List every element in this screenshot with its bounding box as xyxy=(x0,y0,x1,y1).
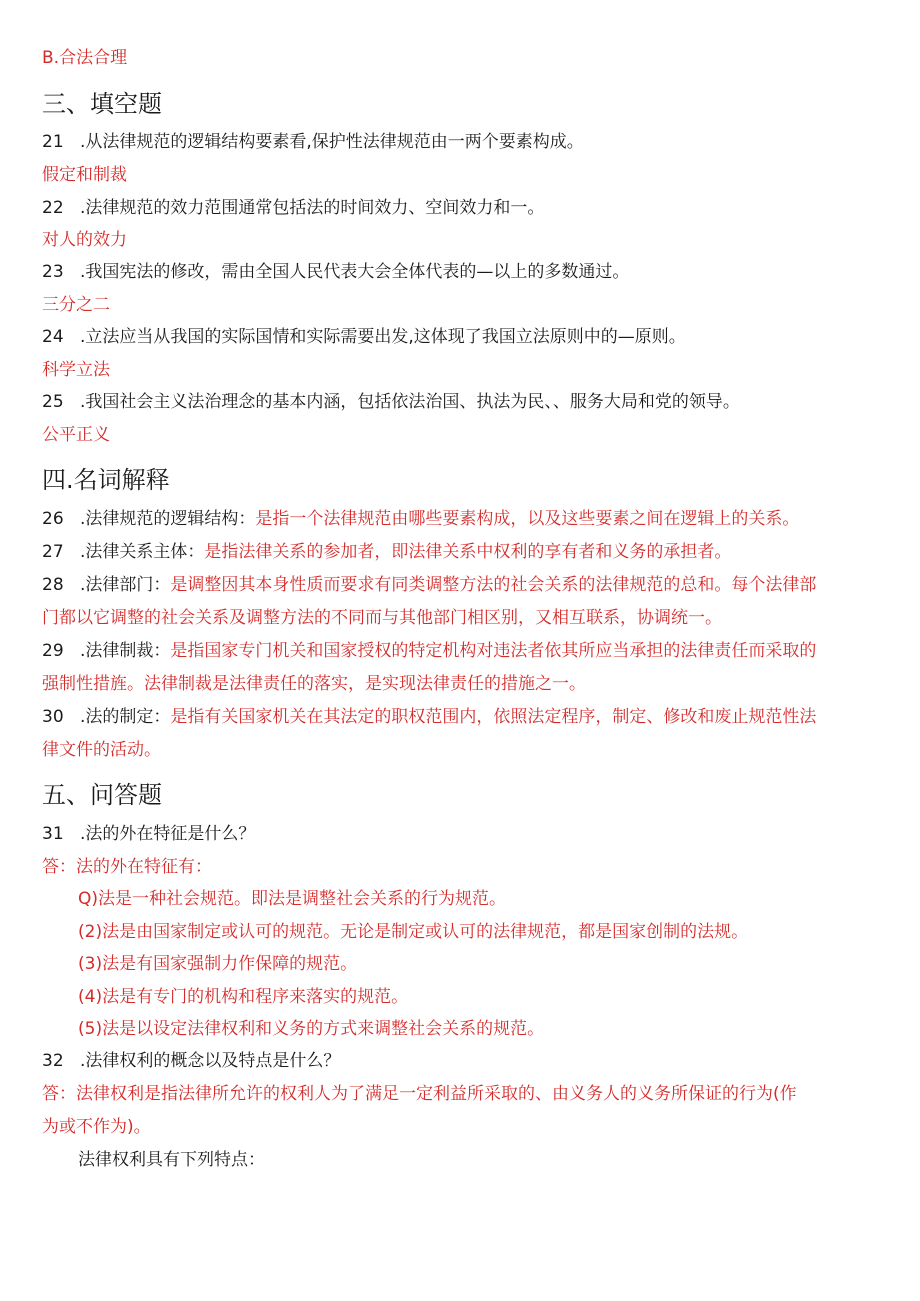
answer-25: 公平正义 xyxy=(42,425,110,445)
question-22 xyxy=(42,196,544,220)
answer-31-point-1: Q)法是一种社会规范。即法是调整社会关系的行为规范。 xyxy=(78,889,507,909)
question-number: 29 xyxy=(42,641,64,661)
term-30-definition-cont: 律文件的活动。 xyxy=(42,740,161,760)
answer-31-point-2: (2)法是由国家制定或认可的规范。无论是制定或认可的法律规范，都是国家创制的法规。 xyxy=(78,922,749,942)
term-definition: 是指有关国家机关在其法定的职权范围内，依照法定程序，制定、修改和废止规范性法 xyxy=(170,707,817,727)
question-number: 30 xyxy=(42,707,64,727)
question-23 xyxy=(42,260,629,284)
question-text: .从法律规范的逻辑结构要素看,保护性法律规范由一两个要素构成。 xyxy=(80,132,584,152)
question-text: .立法应当从我国的实际国情和实际需要出发,这体现了我国立法原则中的—原则。 xyxy=(80,327,686,347)
term-label: .法律部门： xyxy=(80,575,171,595)
question-number: 23 xyxy=(42,262,64,282)
term-26 xyxy=(42,507,799,531)
question-text: .我国社会主义法治理念的基本内涵，包括依法治国、执法为民、、服务大局和党的领导。 xyxy=(80,392,740,412)
question-number: 26 xyxy=(42,509,64,529)
question-number: 22 xyxy=(42,198,64,218)
term-27 xyxy=(42,540,731,564)
answer-22: 对人的效力 xyxy=(42,230,127,250)
question-text: .法的外在特征是什么？ xyxy=(80,824,256,844)
answer-23: 三分之二 xyxy=(42,295,110,315)
question-text: .我国宪法的修改，需由全国人民代表大会全体代表的—以上的多数通过。 xyxy=(80,262,630,282)
answer-32-features-intro: 法律权利具有下列特点： xyxy=(78,1150,265,1170)
question-number: 32 xyxy=(42,1051,64,1071)
question-25 xyxy=(42,390,740,414)
term-label: .法的制定： xyxy=(80,707,171,727)
question-text: .法律权利的概念以及特点是什么？ xyxy=(80,1051,341,1071)
question-number: 27 xyxy=(42,542,64,562)
question-number: 21 xyxy=(42,132,64,152)
answer-31-point-4: (4)法是有专门的机构和程序来落实的规范。 xyxy=(78,987,409,1007)
term-label: .法律关系主体： xyxy=(80,542,205,562)
previous-answer: B.合法合理 xyxy=(42,48,128,68)
answer-24: 科学立法 xyxy=(42,360,110,380)
answer-32-line-1: 答：法律权利是指法律所允许的权利人为了满足一定利益所采取的、由义务人的义务所保证的行为(作 xyxy=(42,1084,797,1104)
answer-32-line-2: 为或不作为)。 xyxy=(42,1117,151,1137)
term-label: .法律规范的逻辑结构： xyxy=(80,509,256,529)
term-29 xyxy=(42,639,816,663)
term-28 xyxy=(42,573,816,597)
question-24 xyxy=(42,325,686,349)
question-32 xyxy=(42,1049,340,1073)
term-definition: 是指法律关系的参加者，即法律关系中权利的享有者和义务的承担者。 xyxy=(204,542,732,562)
question-31 xyxy=(42,822,255,846)
question-number: 25 xyxy=(42,392,64,412)
term-29-definition-cont: 强制性措旌。法律制裁是法律责任的落实，是实现法律责任的措施之一。 xyxy=(42,674,586,694)
section-3-title: 三、填空题 xyxy=(42,90,162,118)
question-text: .法律规范的效力范围通常包括法的时间效力、空间效力和一。 xyxy=(80,198,545,218)
question-21 xyxy=(42,130,584,154)
answer-31-point-5: (5)法是以设定法律权利和义务的方式来调整社会关系的规范。 xyxy=(78,1019,545,1039)
term-30 xyxy=(42,705,816,729)
term-definition: 是指国家专门机关和国家授权的特定机构对违法者依其所应当承担的法律责任而采取的 xyxy=(170,641,817,661)
answer-21: 假定和制裁 xyxy=(42,165,127,185)
section-5-title: 五、问答题 xyxy=(42,781,162,809)
answer-31-intro: 答：法的外在特征有： xyxy=(42,857,212,877)
section-4-title: 四.名词解释 xyxy=(42,466,170,494)
term-28-definition-cont: 门都以它调整的社会关系及调整方法的不同而与其他部门相区别，又相互联系，协调统一。 xyxy=(42,608,722,628)
question-number: 31 xyxy=(42,824,64,844)
term-label: .法律制裁： xyxy=(80,641,171,661)
question-number: 24 xyxy=(42,327,64,347)
term-definition: 是指一个法律规范由哪些要素构成，以及这些要素之间在逻辑上的关系。 xyxy=(255,509,800,529)
question-number: 28 xyxy=(42,575,64,595)
answer-31-point-3: (3)法是有国家强制力作保障的规范。 xyxy=(78,954,358,974)
term-definition: 是调整因其本身性质而要求有同类调整方法的社会关系的法律规范的总和。每个法律部 xyxy=(170,575,817,595)
